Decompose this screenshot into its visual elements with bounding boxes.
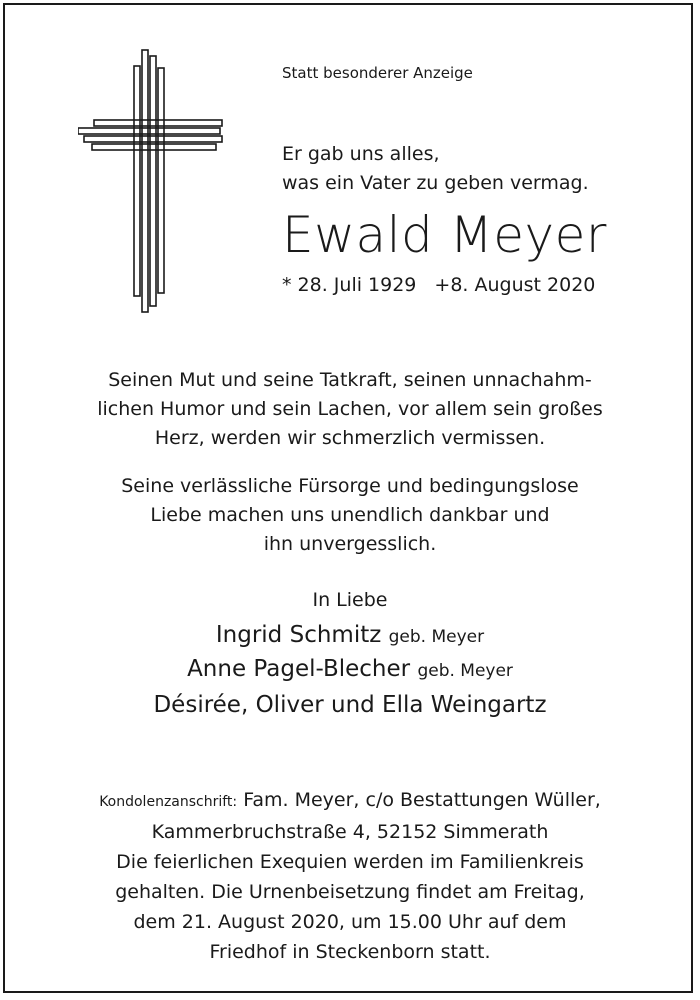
motto: [282, 140, 589, 198]
text-line: lichen Humor und sein Lachen, vor allem sein großes: [97, 398, 603, 420]
service-line: gehalten. Die Urnenbeisetzung findet am Freitag,: [115, 881, 585, 903]
motto-line: Er gab uns alles,: [282, 143, 440, 165]
address-line: [0, 785, 700, 817]
birth-date: * 28. Juli 1929: [282, 274, 417, 296]
address-text: Fam. Meyer, c/o Bestattungen Wüller,: [243, 789, 601, 811]
life-dates: [282, 274, 613, 296]
signer-name: Anne Pagel-Blecher: [187, 656, 411, 682]
signer-name: Désirée, Oliver und Ella Weingartz: [153, 692, 547, 718]
motto-line: was ein Vater zu geben vermag.: [282, 172, 589, 194]
service-line: Friedhof in Steckenborn statt.: [209, 941, 491, 963]
text-line: Seinen Mut und seine Tatkraft, seinen unnachahm-: [108, 369, 592, 391]
signer-note: geb. Meyer: [417, 661, 513, 681]
text-line: Seine verlässliche Fürsorge und bedingungslose: [121, 475, 579, 497]
service-line: dem 21. August 2020, um 15.00 Uhr auf dem: [133, 911, 567, 933]
text-line: Herz, werden wir schmerzlich vermissen.: [154, 427, 546, 449]
address-line: Kammerbruchstraße 4, 52152 Simmerath: [151, 821, 549, 843]
death-date: +8. August 2020: [434, 274, 596, 296]
deceased-name: Ewald Meyer: [282, 206, 607, 264]
condolence-info: [0, 785, 700, 967]
cross-icon: [78, 48, 228, 318]
text-line: ihn unvergesslich.: [263, 533, 437, 555]
text-line: Liebe machen uns unendlich dankbar und: [150, 504, 550, 526]
in-love-label: In Liebe: [312, 589, 388, 611]
signer-note: geb. Meyer: [388, 627, 485, 647]
notice-intro: Statt besonderer Anzeige: [282, 64, 473, 82]
address-label: Kondolenzanschrift:: [99, 794, 238, 810]
signer: [0, 688, 700, 722]
gratitude-paragraph: [0, 472, 700, 559]
service-line: Die feierlichen Exequien werden im Familienkreis: [116, 851, 584, 873]
signer: [0, 618, 700, 654]
signer-name: Ingrid Schmitz: [215, 622, 382, 648]
signer: [0, 652, 700, 688]
tribute-paragraph: [0, 366, 700, 453]
